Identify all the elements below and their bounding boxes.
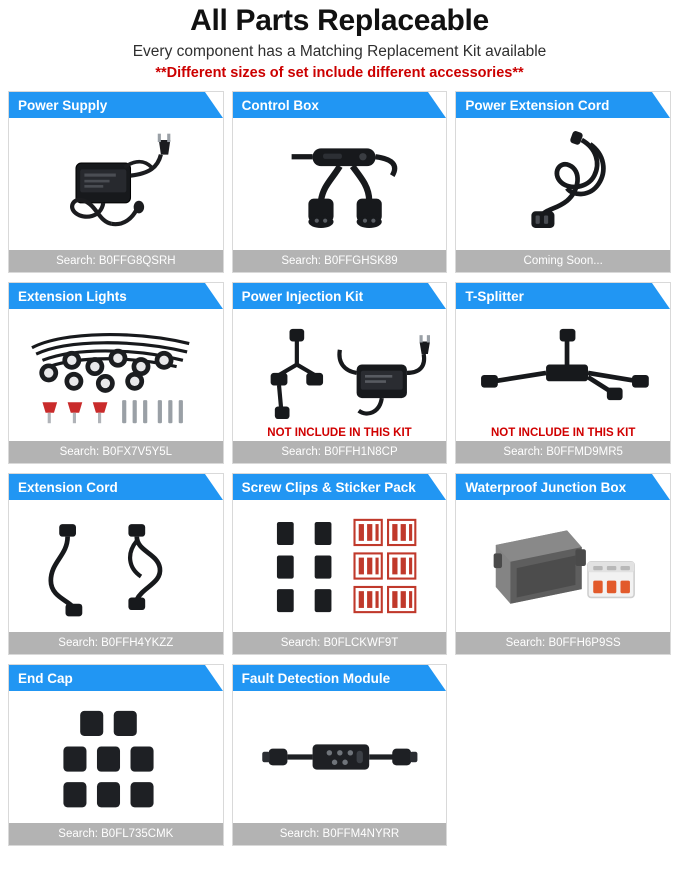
card-header [456, 92, 670, 118]
card-header [9, 474, 223, 500]
card-footer: Search: B0FL735CMK [9, 823, 223, 845]
extension-cord-icon [11, 502, 221, 630]
extension-lights-icon [11, 311, 221, 439]
card-title: End Cap [18, 670, 73, 686]
card-title: Screw Clips & Sticker Pack [241, 479, 416, 495]
parts-grid [8, 91, 671, 846]
corner-notch-icon [428, 283, 446, 309]
corner-notch-icon [428, 665, 446, 691]
card-footer: Search: B0FLCKWF9T [233, 632, 447, 654]
card-image [233, 691, 447, 823]
card-title: Power Injection Kit [241, 288, 364, 304]
card-header [9, 283, 223, 309]
corner-notch-icon [205, 283, 223, 309]
card-header [9, 665, 223, 691]
control-box-icon [235, 120, 445, 248]
card-footer: Search: B0FFM4NYRR [233, 823, 447, 845]
part-card-power-injection-kit [232, 282, 448, 464]
part-card-power-extension-cord [455, 91, 671, 273]
card-image [9, 691, 223, 823]
card-footer: Search: B0FFGHSK89 [233, 250, 447, 272]
card-title: Extension Cord [18, 479, 118, 495]
screw-clips-sticker-pack-icon [235, 502, 445, 630]
card-footer: Search: B0FFH6P9SS [456, 632, 670, 654]
corner-notch-icon [205, 474, 223, 500]
card-title: Fault Detection Module [241, 670, 391, 686]
page-subtitle: Every component has a Matching Replacement Kit available [132, 43, 547, 60]
card-image [233, 118, 447, 250]
card-header [456, 283, 670, 309]
card-title: Power Supply [18, 97, 108, 113]
part-card-extension-cord [8, 473, 224, 655]
card-image [9, 309, 223, 441]
t-splitter-icon [458, 311, 668, 439]
card-image [456, 118, 670, 250]
part-card-control-box [232, 91, 448, 273]
card-image [9, 118, 223, 250]
card-title: Extension Lights [18, 288, 127, 304]
card-notice: NOT INCLUDE IN THIS KIT [490, 427, 636, 439]
part-card-end-cap [8, 664, 224, 846]
page-header [8, 0, 671, 81]
corner-notch-icon [652, 283, 670, 309]
card-image [233, 309, 447, 441]
card-header [233, 665, 447, 691]
card-header [233, 92, 447, 118]
part-card-t-splitter [455, 282, 671, 464]
power-supply-icon [11, 120, 221, 248]
power-injection-kit-icon [235, 311, 445, 439]
corner-notch-icon [428, 92, 446, 118]
fault-detection-module-icon [235, 693, 445, 821]
waterproof-junction-box-icon [458, 502, 668, 630]
corner-notch-icon [652, 474, 670, 500]
card-image [456, 309, 670, 441]
card-footer: Search: B0FX7V5Y5L [9, 441, 223, 463]
card-image [456, 500, 670, 632]
card-footer: Search: B0FFMD9MR5 [456, 441, 670, 463]
part-card-extension-lights [8, 282, 224, 464]
part-card-fault-detection-module [232, 664, 448, 846]
card-footer: Search: B0FFH4YKZZ [9, 632, 223, 654]
part-card-power-supply [8, 91, 224, 273]
card-footer: Search: B0FFG8QSRH [9, 250, 223, 272]
card-header [233, 283, 447, 309]
card-notice: NOT INCLUDE IN THIS KIT [267, 427, 412, 439]
power-extension-cord-icon [458, 120, 668, 248]
corner-notch-icon [205, 665, 223, 691]
page-title: All Parts Replaceable [190, 4, 489, 37]
corner-notch-icon [652, 92, 670, 118]
page-note: **Different sizes of set include different accessories** [155, 65, 524, 81]
card-header [9, 92, 223, 118]
card-image [9, 500, 223, 632]
card-image [233, 500, 447, 632]
card-title: Control Box [241, 97, 319, 113]
corner-notch-icon [428, 474, 446, 500]
part-card-screw-clips-sticker-pack [232, 473, 448, 655]
card-footer: Coming Soon... [456, 250, 670, 272]
card-title: T-Splitter [465, 288, 524, 304]
corner-notch-icon [205, 92, 223, 118]
card-title: Power Extension Cord [465, 97, 610, 113]
card-title: Waterproof Junction Box [465, 479, 627, 495]
card-header [456, 474, 670, 500]
part-card-waterproof-junction-box [455, 473, 671, 655]
card-header [233, 474, 447, 500]
end-cap-icon [11, 693, 221, 821]
card-footer: Search: B0FFH1N8CP [233, 441, 447, 463]
